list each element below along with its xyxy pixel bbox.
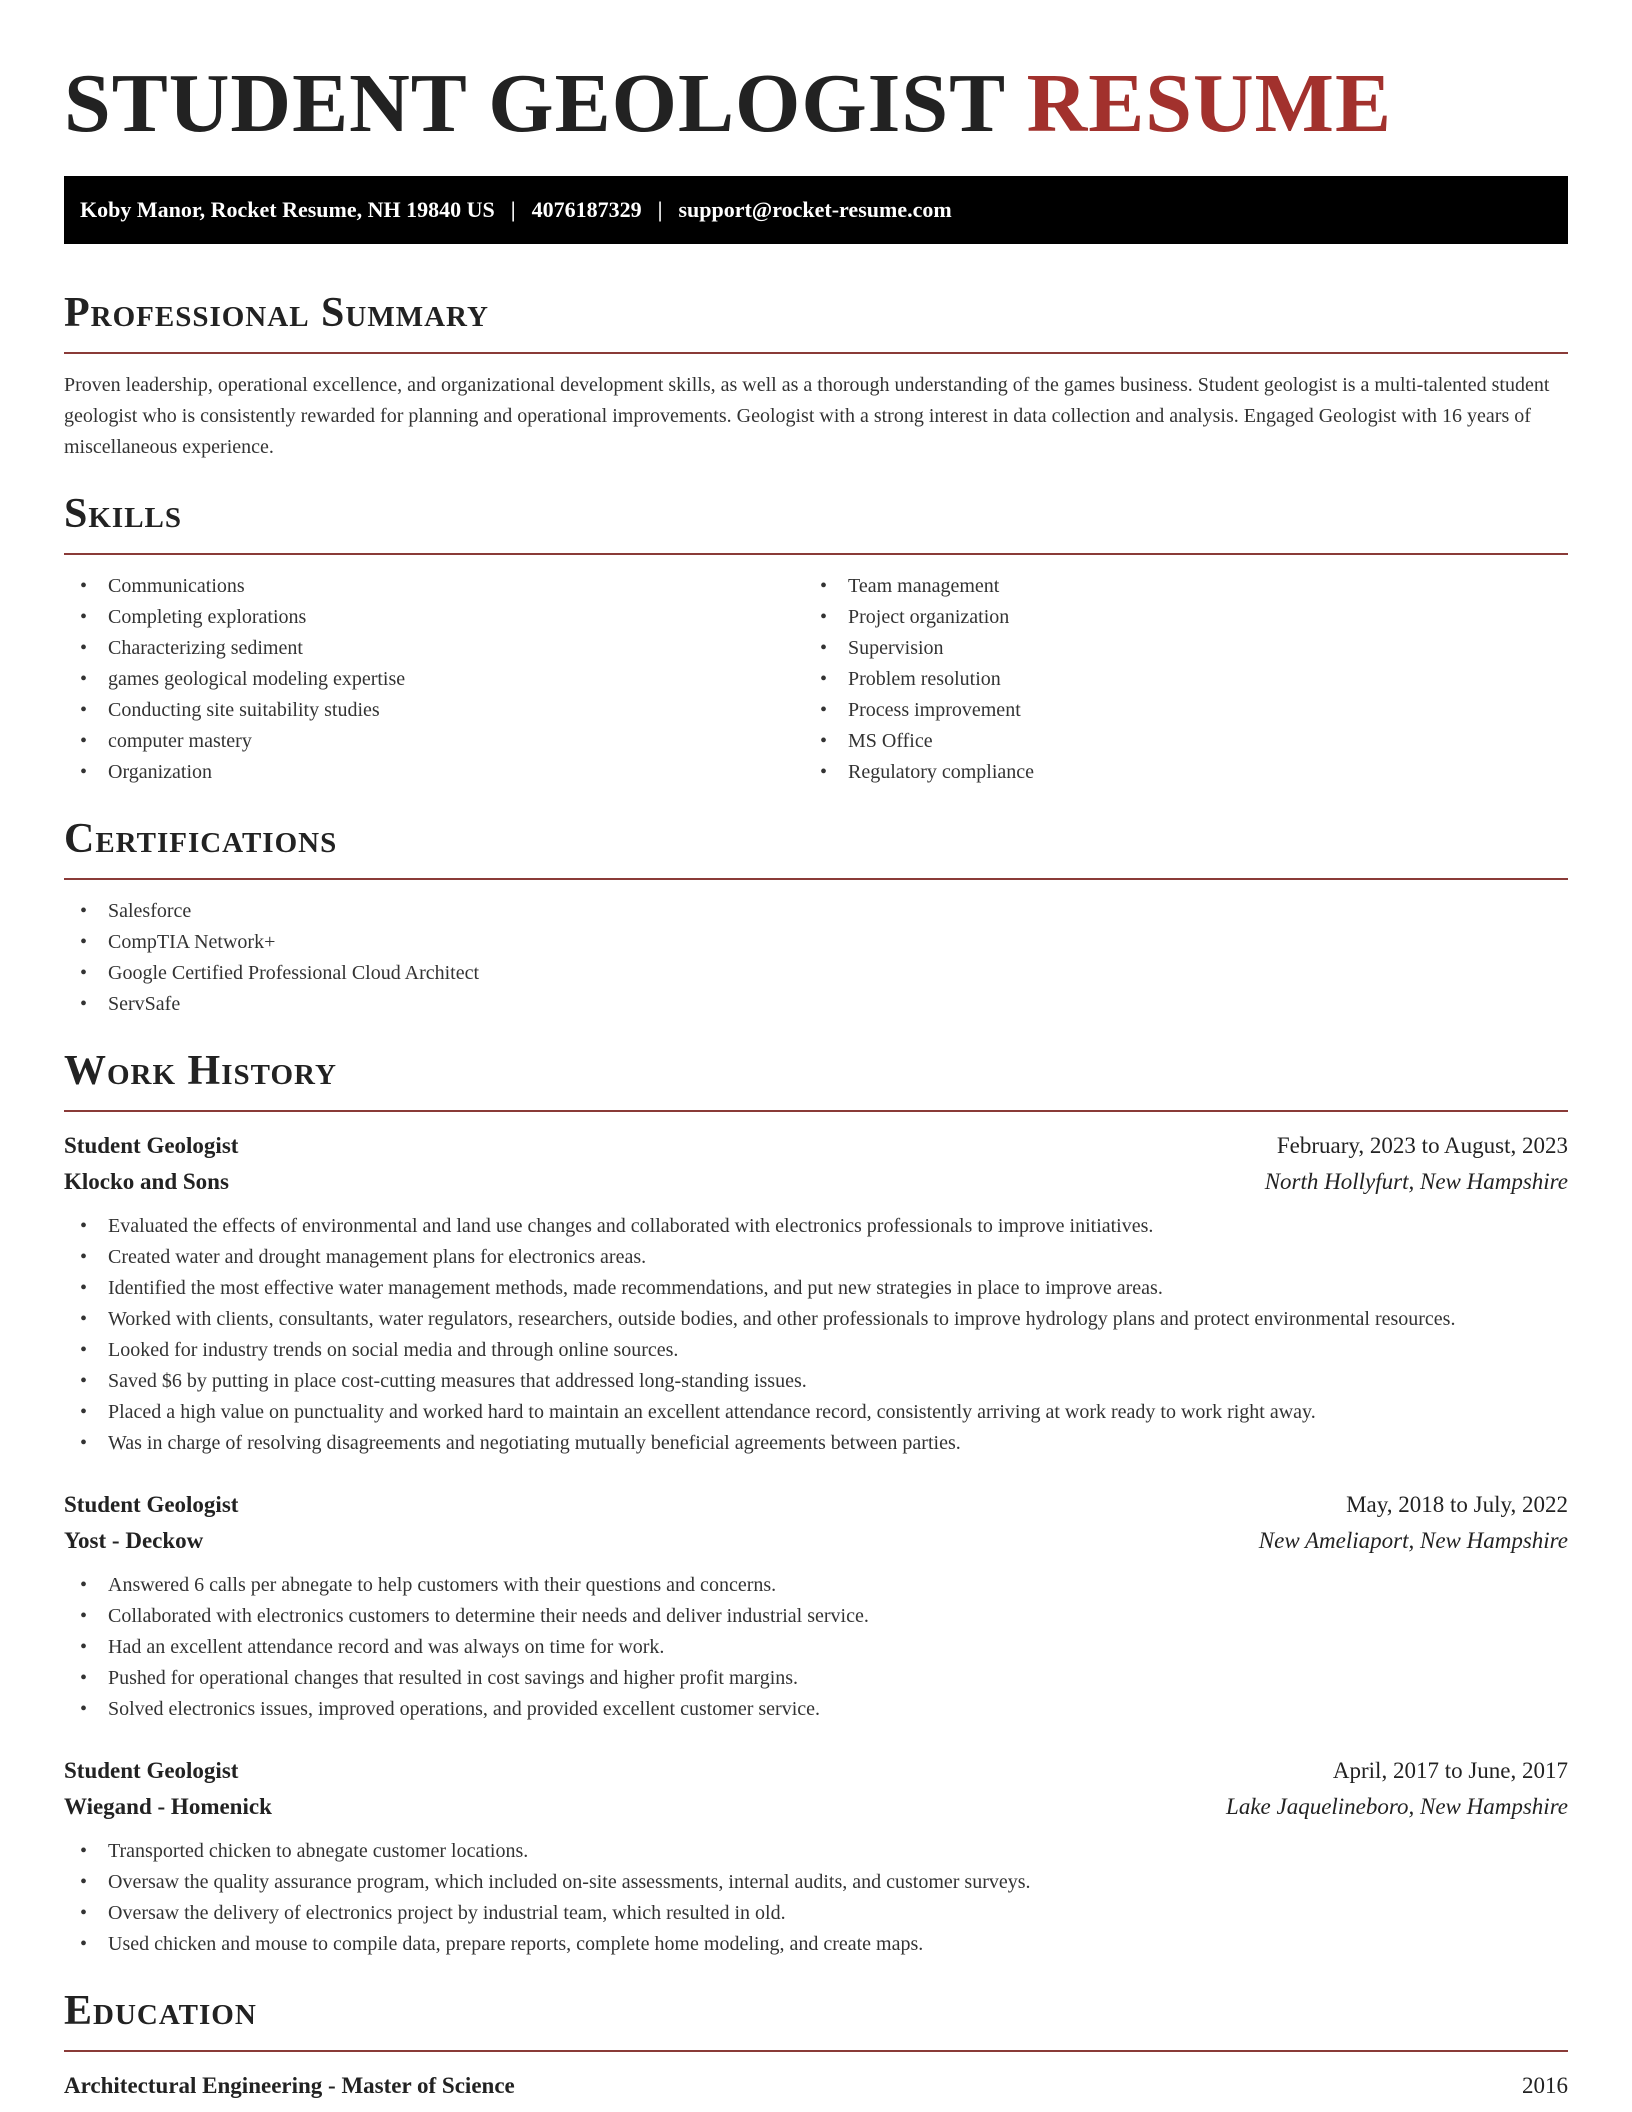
job-company: Yost - Deckow [64, 1528, 204, 1553]
job-header-row [64, 1487, 1568, 1523]
job-location: North Hollyfurt, New Hampshire [1264, 1169, 1568, 1194]
skill-item: • Characterizing sediment [64, 633, 804, 664]
summary-heading: Professional Summary [64, 290, 489, 336]
section-divider [64, 2050, 1568, 2052]
job-duty: • Was in charge of resolving disagreements and negotiating mutually beneficial agreements between parties. [64, 1428, 1568, 1459]
title-main: STUDENT GEOLOGIST [64, 57, 1005, 150]
job-duty: • Collaborated with electronics customers to determine their needs and deliver industrial service. [64, 1601, 1568, 1632]
skill-item: • Project organization [804, 602, 1544, 633]
job-entry [64, 1753, 1568, 1960]
certifications-section [64, 814, 1568, 1020]
job-location: Lake Jaquelineboro, New Hampshire [1226, 1794, 1568, 1819]
job-title: Student Geologist [64, 1758, 239, 1783]
skill-item: • Completing explorations [64, 602, 804, 633]
certification-item: • Google Certified Professional Cloud Architect [64, 958, 1568, 989]
skill-item: • Organization [64, 757, 804, 788]
education-section [64, 1986, 1568, 2104]
job-duty: • Answered 6 calls per abnegate to help customers with their questions and concerns. [64, 1570, 1568, 1601]
certifications-heading: Certifications [64, 816, 338, 862]
job-duty: • Transported chicken to abnegate customer locations. [64, 1836, 1568, 1867]
work-history-heading: Work History [64, 1048, 337, 1094]
education-degree: Architectural Engineering - Master of Science [64, 2073, 515, 2098]
job-duties-list [64, 1570, 1568, 1725]
certification-item: • Salesforce [64, 896, 1568, 927]
skill-item: • Problem resolution [804, 664, 1544, 695]
job-duty: • Solved electronics issues, improved operations, and provided excellent customer service. [64, 1694, 1568, 1725]
skill-item: • Regulatory compliance [804, 757, 1544, 788]
skills-heading: Skills [64, 491, 183, 537]
job-duty: • Used chicken and mouse to compile data, prepare reports, complete home modeling, and create maps. [64, 1929, 1568, 1960]
title-accent: RESUME [1026, 57, 1392, 150]
skill-item: • MS Office [804, 726, 1544, 757]
job-company-row [64, 1523, 1568, 1559]
section-divider [64, 553, 1568, 555]
skills-grid [64, 571, 1568, 788]
education-heading: Education [64, 1988, 257, 2034]
job-company-row [64, 1789, 1568, 1825]
job-entry [64, 1128, 1568, 1459]
skill-item: • games geological modeling expertise [64, 664, 804, 695]
section-divider [64, 352, 1568, 354]
section-divider [64, 1110, 1568, 1112]
skill-item: • Process improvement [804, 695, 1544, 726]
job-title: Student Geologist [64, 1133, 239, 1158]
resume-title [64, 0, 1568, 154]
summary-section [64, 288, 1568, 463]
job-company: Klocko and Sons [64, 1169, 229, 1194]
contact-email: support@rocket-resume.com [678, 197, 952, 222]
skill-item: • Supervision [804, 633, 1544, 664]
contact-address: Koby Manor, Rocket Resume, NH 19840 US [80, 197, 495, 222]
job-duties-list [64, 1836, 1568, 1960]
skills-section [64, 489, 1568, 788]
job-duty: • Placed a high value on punctuality and worked hard to maintain an excellent attendance record, consistently arriving at work ready to work right away. [64, 1397, 1568, 1428]
job-title: Student Geologist [64, 1492, 239, 1517]
job-dates: April, 2017 to June, 2017 [1332, 1758, 1568, 1783]
job-dates: February, 2023 to August, 2023 [1276, 1133, 1568, 1158]
job-header-row [64, 1753, 1568, 1789]
job-dates: May, 2018 to July, 2022 [1346, 1492, 1568, 1517]
job-duty: • Worked with clients, consultants, water regulators, researchers, outside bodies, and other professionals to improve hydrology plans and protect environmental resources. [64, 1304, 1568, 1335]
certifications-list [64, 896, 1568, 1020]
job-entry [64, 1487, 1568, 1725]
certification-item: • ServSafe [64, 989, 1568, 1020]
job-location: New Ameliaport, New Hampshire [1258, 1528, 1568, 1553]
job-duty: • Created water and drought management plans for electronics areas. [64, 1242, 1568, 1273]
contact-phone: 4076187329 [531, 197, 642, 222]
work-history-section [64, 1046, 1568, 1960]
job-duties-list [64, 1211, 1568, 1459]
skill-item: • Team management [804, 571, 1544, 602]
skills-list-right [804, 571, 1544, 788]
section-divider [64, 878, 1568, 880]
education-row [64, 2068, 1568, 2104]
skill-item: • Communications [64, 571, 804, 602]
education-year: 2016 [1522, 2073, 1568, 2098]
skills-list-left [64, 571, 804, 788]
job-company: Wiegand - Homenick [64, 1794, 272, 1819]
job-header-row [64, 1128, 1568, 1164]
skill-item: • Conducting site suitability studies [64, 695, 804, 726]
skill-item: • computer mastery [64, 726, 804, 757]
job-duty: • Pushed for operational changes that resulted in cost savings and higher profit margins. [64, 1663, 1568, 1694]
contact-bar [64, 176, 1568, 244]
contact-separator: | [510, 197, 516, 222]
job-duty: • Saved $6 by putting in place cost-cutting measures that addressed long-standing issues. [64, 1366, 1568, 1397]
job-duty: • Oversaw the quality assurance program, which included on-site assessments, internal audits, and customer surveys. [64, 1867, 1568, 1898]
job-duty: • Looked for industry trends on social media and through online sources. [64, 1335, 1568, 1366]
job-duty: • Oversaw the delivery of electronics project by industrial team, which resulted in old. [64, 1898, 1568, 1929]
summary-text: Proven leadership, operational excellence, and organizational development skills, as well as a thorough understanding of the games business. Student geologist is a multi-talented student geologist who is consistently rewarded for planning and operational improvements. Geologist with a strong interest in data collection and analysis. Engaged Geologist with 16 years of miscellaneous experience. [64, 374, 1550, 458]
job-duty: • Evaluated the effects of environmental and land use changes and collaborated with electronics professionals to improve initiatives. [64, 1211, 1568, 1242]
job-duty: • Identified the most effective water management methods, made recommendations, and put new strategies in place to improve areas. [64, 1273, 1568, 1304]
contact-separator: | [657, 197, 663, 222]
certification-item: • CompTIA Network+ [64, 927, 1568, 958]
job-duty: • Had an excellent attendance record and was always on time for work. [64, 1632, 1568, 1663]
job-company-row [64, 1164, 1568, 1200]
